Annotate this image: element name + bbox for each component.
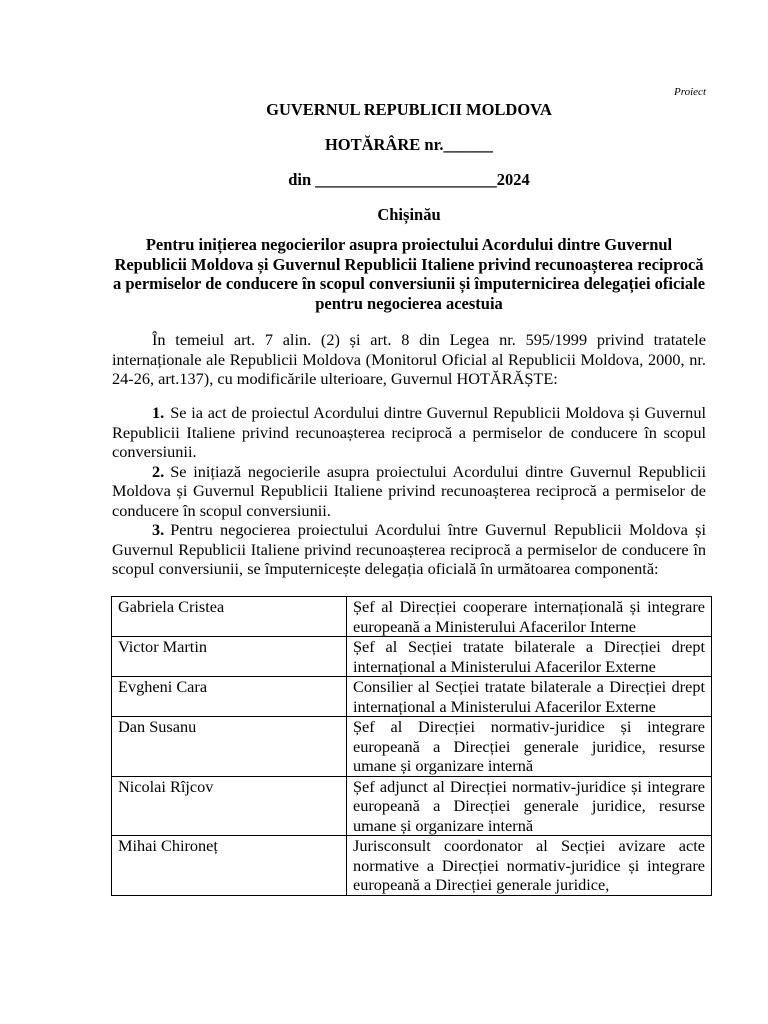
table-row bbox=[112, 637, 712, 677]
city-name: Chișinău bbox=[377, 205, 441, 224]
member-name: Victor Martin bbox=[112, 637, 347, 677]
decision-title: Pentru inițierea negocierilor asupra proiectului Acordului dintre Guvernul Republicii Moldova și Guvernul Republicii Italiene privind recunoașterea reciprocă a permiselor de conducere în scopul conversiunii și împuternicirea delegației oficiale pentru negocierea acestuia bbox=[112, 235, 706, 313]
member-name: Evgheni Cara bbox=[112, 677, 347, 717]
item-text: Se ia act de proiectul Acordului dintre Guvernul Republicii Moldova și Guvernul Republicii Italiene privind recunoașterea reciprocă a permiselor de conducere în scopul conversiunii. bbox=[112, 403, 706, 461]
decision-items bbox=[112, 403, 706, 579]
item-number: 2. bbox=[152, 461, 165, 481]
table-row bbox=[112, 836, 712, 896]
table-row bbox=[112, 597, 712, 637]
decision-item bbox=[112, 520, 706, 579]
table-row bbox=[112, 717, 712, 777]
member-role: Șef al Direcției cooperare internațională și integrare europeană a Ministerului Afacerilor Interne bbox=[347, 597, 712, 637]
table-row bbox=[112, 776, 712, 836]
item-text: Se inițiază negocierile asupra proiectului Acordului dintre Guvernul Republicii Moldova și Guvernul Republicii Italiene privind recunoașterea reciprocă a permiselor de conducere în scopul conversiunii. bbox=[112, 461, 706, 520]
member-name: Dan Susanu bbox=[112, 717, 347, 777]
draft-label: Proiect bbox=[674, 86, 706, 98]
item-number: 3. bbox=[152, 520, 165, 539]
member-role: Șef adjunct al Direcției normativ-juridice și integrare europeană a Direcției generale juridice, resurse umane și organizare internă bbox=[347, 776, 712, 836]
member-role: Șef al Direcției normativ-juridice și integrare europeană a Direcției generale juridice, resurse umane și organizare internă bbox=[347, 717, 712, 777]
preamble bbox=[112, 330, 706, 389]
member-role: Consilier al Secției tratate bilaterale a Direcției drept internațional a Ministerului Afacerilor Externe bbox=[347, 677, 712, 717]
item-number: 1. bbox=[152, 403, 165, 422]
item-text: Pentru negocierea proiectului Acordului între Guvernul Republicii Moldova și Guvernul Republicii Italiene privind recunoașterea reciprocă a permiselor de conducere în scopul conversiunii, se împuternicește delegația oficială în următoarea componentă: bbox=[112, 520, 706, 578]
member-role: Jurisconsult coordonator al Secției avizare acte normative a Direcției normativ-juridice și integrare europeană a Direcției generale juridice, bbox=[347, 836, 712, 896]
delegation-table bbox=[111, 596, 712, 896]
government-heading: GUVERNUL REPUBLICII MOLDOVA bbox=[266, 100, 552, 119]
member-name: Mihai Chironeț bbox=[112, 836, 347, 896]
member-role: Șef al Secției tratate bilaterale a Direcției drept internațional a Ministerului Afacerilor Externe bbox=[347, 637, 712, 677]
decision-number: HOTĂRÂRE nr.______ bbox=[324, 135, 494, 154]
member-name: Nicolai Rîjcov bbox=[112, 776, 347, 836]
preamble-text: În temeiul art. 7 alin. (2) și art. 8 din Legea nr. 595/1999 privind tratatele internaționale ale Republicii Moldova (Monitorul Oficial al Republicii Moldova, 2000, nr. 24-26, art.137), cu modificările ulterioare, Guvernul HOTĂRĂȘTE: bbox=[112, 330, 706, 388]
decision-item bbox=[112, 403, 706, 462]
member-name: Gabriela Cristea bbox=[112, 597, 347, 637]
table-row bbox=[112, 677, 712, 717]
decision-date: din ______________________2024 bbox=[288, 170, 530, 189]
decision-item bbox=[112, 462, 706, 521]
